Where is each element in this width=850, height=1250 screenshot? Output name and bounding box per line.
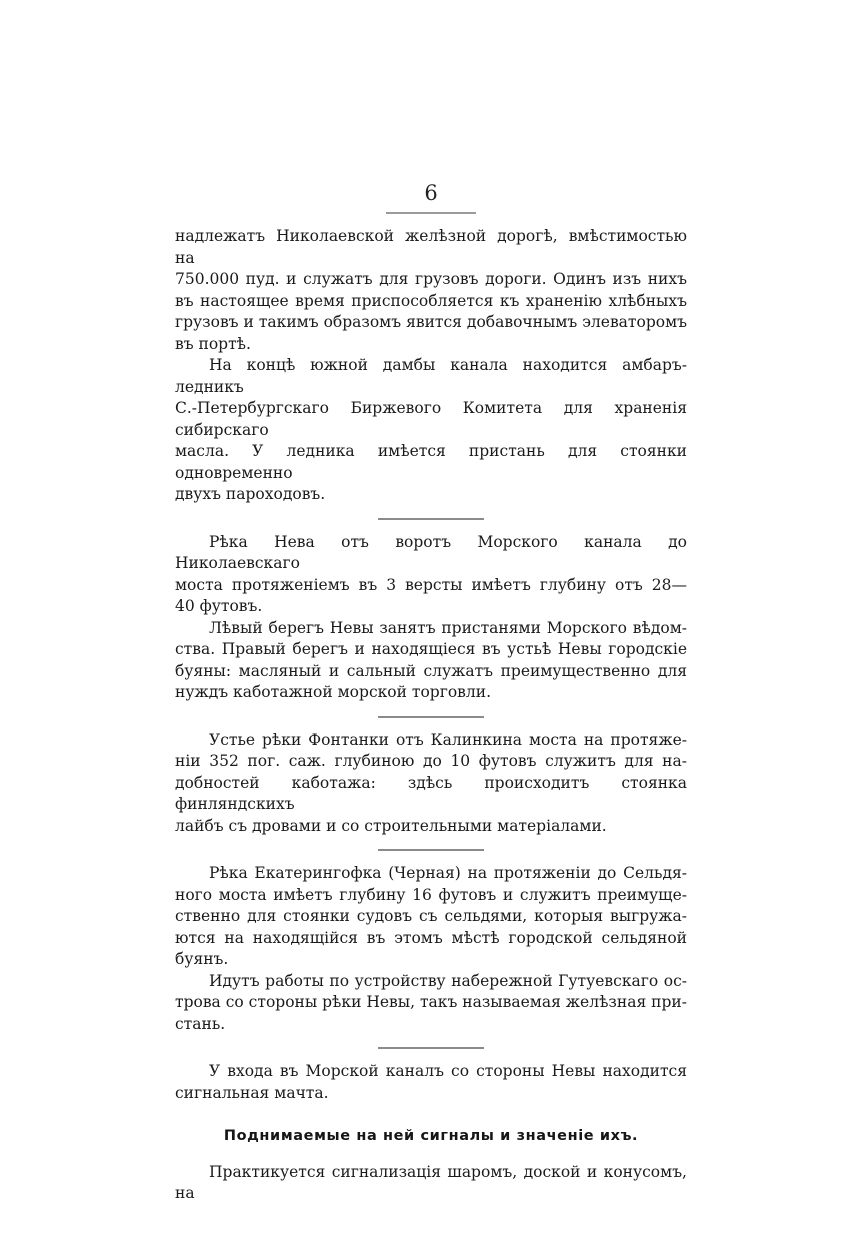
paragraph: [175, 1061, 687, 1104]
text-line: На концѣ южной дамбы канала находится амбаръ-ледникъ: [175, 356, 687, 396]
text-line: 40 футовъ.: [175, 597, 263, 615]
text-line: грузовъ и такимъ образомъ явится добавочнымъ элеваторомъ: [175, 313, 687, 331]
text-line: ного моста имѣетъ глубину 16 футовъ и служитъ преимуще-: [175, 885, 687, 904]
text-line: ются на находящійся въ этомъ мѣстѣ городской сельдяной: [175, 928, 687, 947]
paragraph: [175, 971, 687, 1036]
page-body: [175, 226, 687, 1205]
text-line: въ портѣ.: [175, 334, 251, 353]
text-line: двухъ пароходовъ.: [175, 485, 326, 503]
text-line: ства. Правый берегъ и находящіеся въ устьѣ Невы городскіе: [175, 640, 687, 658]
text-line: надлежатъ Николаевской желѣзной дорогѣ, вмѣстимостью на: [175, 227, 687, 267]
page-header: [175, 0, 687, 214]
page-number-rule: [386, 212, 476, 214]
paragraph: [175, 355, 687, 506]
text-line: ственно для стоянки судовъ съ сельдями, которыя выгружа-: [175, 907, 687, 925]
text-line: С.-Петербургскаго Биржевого Комитета для храненія сибирскаго: [175, 399, 687, 439]
text-line: сигнальная мачта.: [175, 1083, 329, 1102]
text-line: моста протяженіемъ въ 3 версты имѣетъ глубину отъ 28—: [175, 575, 687, 594]
text-line: буянъ.: [175, 950, 229, 968]
page-number: 6: [424, 181, 438, 205]
text-line: ніи 352 пог. саж. глубиною до 10 футовъ служитъ для на-: [175, 752, 687, 770]
paragraph: [175, 863, 687, 971]
text-line: Рѣка Нева отъ воротъ Морского канала до Николаевскаго: [175, 532, 687, 572]
text-line: Устье рѣки Фонтанки отъ Калинкина моста на протяже-: [209, 730, 687, 749]
text-line: добностей каботажа: здѣсь происходитъ стоянка финляндскихъ: [175, 773, 687, 813]
text-line: Рѣка Екатерингофка (Черная) на протяженіи до Сельдя-: [209, 864, 687, 882]
section-divider: [378, 1047, 484, 1049]
section-divider: [378, 518, 484, 520]
text-line: стань.: [175, 1014, 226, 1033]
text-line: 750.000 пуд. и служатъ для грузовъ дороги. Одинъ изъ нихъ: [175, 270, 687, 288]
text-line: лайбъ съ дровами и со строительными матеріалами.: [175, 816, 607, 835]
paragraph: [175, 532, 687, 618]
paragraph: [175, 618, 687, 704]
text-line: Лѣвый берегъ Невы занятъ пристанями Морского вѣдом-: [209, 618, 687, 637]
text-line: Практикуется сигнализація шаромъ, доской и конусомъ, на: [175, 1162, 687, 1202]
paragraph: [175, 226, 687, 355]
text-line: нуждъ каботажной морской торговли.: [175, 683, 492, 701]
paragraph: [175, 730, 687, 838]
text-line: У входа въ Морской каналъ со стороны Невы находится: [209, 1062, 687, 1080]
text-line: буяны: масляный и сальный служатъ преимущественно для: [175, 661, 687, 680]
text-line: трова со стороны рѣки Невы, такъ называемая желѣзная при-: [175, 993, 687, 1011]
section-divider: [378, 716, 484, 718]
paragraph: [175, 1162, 687, 1205]
text-line: масла. У ледника имѣется пристань для стоянки одновременно: [175, 442, 687, 482]
text-line: Идутъ работы по устройству набережной Гутуевскаго ос-: [209, 971, 687, 990]
text-line: въ настоящее время приспособляется къ храненію хлѣбныхъ: [175, 291, 687, 310]
section-divider: [378, 849, 484, 851]
signals-section-heading: Поднимаемые на ней сигналы и значеніе ихъ.: [223, 1128, 639, 1144]
text-block: [175, 0, 687, 1205]
